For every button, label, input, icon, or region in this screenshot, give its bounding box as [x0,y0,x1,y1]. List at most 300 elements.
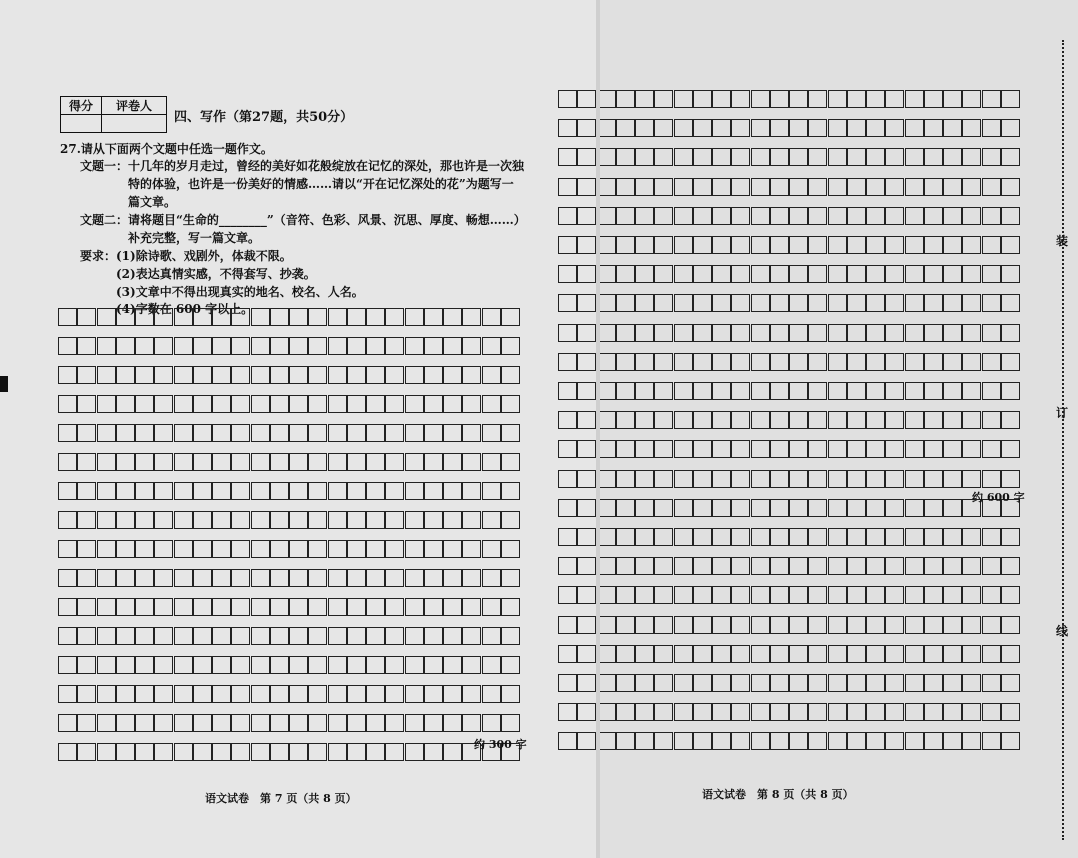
writing-cell[interactable] [251,627,270,645]
writing-cell[interactable] [943,586,962,604]
writing-cell[interactable] [866,616,885,634]
writing-cell[interactable] [558,586,577,604]
writing-cell[interactable] [828,382,847,400]
writing-cell[interactable] [789,470,808,488]
writing-cell[interactable] [693,732,712,750]
writing-cell[interactable] [231,453,250,471]
writing-cell[interactable] [558,148,577,166]
writing-cell[interactable] [58,424,77,442]
writing-cell[interactable] [424,685,443,703]
writing-cell[interactable] [97,598,116,616]
writing-cell[interactable] [328,337,347,355]
writing-cell[interactable] [828,645,847,663]
writing-cell[interactable] [751,178,770,196]
writing-cell[interactable] [751,382,770,400]
writing-cell[interactable] [654,732,673,750]
writing-cell[interactable] [654,557,673,575]
writing-cell[interactable] [58,569,77,587]
writing-cell[interactable] [693,178,712,196]
writing-cell[interactable] [712,528,731,546]
writing-cell[interactable] [828,586,847,604]
writing-cell[interactable] [731,178,750,196]
writing-cell[interactable] [58,685,77,703]
writing-cell[interactable] [712,616,731,634]
writing-cell[interactable] [558,470,577,488]
writing-cell[interactable] [135,656,154,674]
writing-cell[interactable] [482,540,501,558]
writing-cell[interactable] [751,470,770,488]
writing-cell[interactable] [270,424,289,442]
writing-cell[interactable] [770,178,789,196]
writing-cell[interactable] [712,90,731,108]
writing-cell[interactable] [251,598,270,616]
writing-cell[interactable] [866,674,885,692]
writing-cell[interactable] [808,732,827,750]
writing-cell[interactable] [962,732,981,750]
writing-cell[interactable] [635,178,654,196]
writing-cell[interactable] [193,656,212,674]
writing-cell[interactable] [501,424,520,442]
writing-cell[interactable] [1001,119,1020,137]
writing-cell[interactable] [154,366,173,384]
writing-cell[interactable] [135,743,154,761]
writing-cell[interactable] [770,645,789,663]
writing-cell[interactable] [212,366,231,384]
writing-cell[interactable] [885,324,904,342]
writing-cell[interactable] [674,440,693,458]
writing-cell[interactable] [174,424,193,442]
writing-cell[interactable] [654,382,673,400]
writing-cell[interactable] [885,499,904,517]
writing-cell[interactable] [308,656,327,674]
writing-cell[interactable] [789,148,808,166]
writing-cell[interactable] [193,482,212,500]
writing-cell[interactable] [924,119,943,137]
writing-cell[interactable] [482,424,501,442]
writing-cell[interactable] [577,294,596,312]
writing-cell[interactable] [347,656,366,674]
writing-cell[interactable] [443,743,462,761]
writing-cell[interactable] [77,366,96,384]
writing-cell[interactable] [482,395,501,413]
writing-cell[interactable] [808,674,827,692]
writing-cell[interactable] [77,424,96,442]
writing-cell[interactable] [577,557,596,575]
writing-cell[interactable] [577,528,596,546]
writing-cell[interactable] [885,207,904,225]
writing-cell[interactable] [135,337,154,355]
writing-cell[interactable] [616,586,635,604]
writing-cell[interactable] [193,308,212,326]
writing-cell[interactable] [674,207,693,225]
writing-cell[interactable] [751,148,770,166]
writing-cell[interactable] [905,703,924,721]
writing-cell[interactable] [577,265,596,283]
writing-cell[interactable] [962,674,981,692]
writing-cell[interactable] [116,743,135,761]
writing-cell[interactable] [712,148,731,166]
writing-cell[interactable] [982,616,1001,634]
writing-cell[interactable] [251,714,270,732]
writing-cell[interactable] [58,395,77,413]
writing-cell[interactable] [558,528,577,546]
writing-cell[interactable] [770,324,789,342]
writing-cell[interactable] [1001,90,1020,108]
writing-cell[interactable] [501,482,520,500]
writing-cell[interactable] [577,645,596,663]
writing-cell[interactable] [385,685,404,703]
writing-cell[interactable] [308,511,327,529]
writing-cell[interactable] [808,499,827,517]
writing-cell[interactable] [885,119,904,137]
writing-cell[interactable] [231,511,250,529]
writing-cell[interactable] [731,382,750,400]
writing-cell[interactable] [385,366,404,384]
writing-cell[interactable] [405,395,424,413]
writing-cell[interactable] [289,743,308,761]
writing-cell[interactable] [116,424,135,442]
writing-cell[interactable] [731,119,750,137]
writing-cell[interactable] [789,178,808,196]
writing-cell[interactable] [347,540,366,558]
writing-cell[interactable] [847,178,866,196]
writing-cell[interactable] [962,440,981,458]
writing-cell[interactable] [405,482,424,500]
writing-cell[interactable] [1001,411,1020,429]
writing-cell[interactable] [731,236,750,254]
writing-cell[interactable] [193,685,212,703]
writing-cell[interactable] [270,482,289,500]
writing-cell[interactable] [693,324,712,342]
writing-cell[interactable] [924,557,943,575]
writing-cell[interactable] [712,353,731,371]
writing-cell[interactable] [635,528,654,546]
writing-cell[interactable] [77,482,96,500]
writing-cell[interactable] [193,337,212,355]
writing-cell[interactable] [577,353,596,371]
writing-cell[interactable] [866,440,885,458]
writing-cell[interactable] [962,178,981,196]
writing-cell[interactable] [154,685,173,703]
writing-cell[interactable] [635,586,654,604]
writing-cell[interactable] [654,294,673,312]
writing-cell[interactable] [635,353,654,371]
writing-cell[interactable] [1001,732,1020,750]
writing-cell[interactable] [943,382,962,400]
writing-cell[interactable] [482,627,501,645]
writing-cell[interactable] [635,499,654,517]
writing-cell[interactable] [385,424,404,442]
writing-cell[interactable] [1001,528,1020,546]
writing-cell[interactable] [751,440,770,458]
writing-cell[interactable] [847,294,866,312]
writing-cell[interactable] [905,294,924,312]
writing-cell[interactable] [674,353,693,371]
writing-cell[interactable] [693,440,712,458]
writing-cell[interactable] [405,337,424,355]
writing-cell[interactable] [712,178,731,196]
writing-cell[interactable] [558,353,577,371]
writing-cell[interactable] [828,90,847,108]
writing-cell[interactable] [616,528,635,546]
writing-cell[interactable] [270,743,289,761]
writing-cell[interactable] [231,598,250,616]
writing-cell[interactable] [135,511,154,529]
writing-cell[interactable] [501,656,520,674]
writing-cell[interactable] [654,148,673,166]
writing-cell[interactable] [328,453,347,471]
writing-cell[interactable] [654,703,673,721]
writing-cell[interactable] [328,511,347,529]
writing-cell[interactable] [270,685,289,703]
writing-cell[interactable] [1001,178,1020,196]
writing-cell[interactable] [347,308,366,326]
writing-cell[interactable] [982,294,1001,312]
writing-cell[interactable] [385,656,404,674]
writing-cell[interactable] [174,395,193,413]
writing-cell[interactable] [231,656,250,674]
writing-cell[interactable] [289,482,308,500]
writing-cell[interactable] [135,424,154,442]
writing-cell[interactable] [251,424,270,442]
writing-cell[interactable] [828,440,847,458]
writing-cell[interactable] [674,645,693,663]
writing-cell[interactable] [482,482,501,500]
writing-cell[interactable] [770,703,789,721]
writing-cell[interactable] [558,440,577,458]
writing-cell[interactable] [289,395,308,413]
writing-cell[interactable] [924,411,943,429]
writing-cell[interactable] [847,265,866,283]
writing-cell[interactable] [424,656,443,674]
writing-cell[interactable] [251,743,270,761]
writing-cell[interactable] [558,645,577,663]
writing-cell[interactable] [905,236,924,254]
writing-cell[interactable] [328,366,347,384]
writing-cell[interactable] [962,90,981,108]
writing-cell[interactable] [770,207,789,225]
writing-cell[interactable] [616,440,635,458]
writing-cell[interactable] [866,645,885,663]
writing-cell[interactable] [847,645,866,663]
writing-cell[interactable] [943,645,962,663]
writing-cell[interactable] [616,703,635,721]
writing-cell[interactable] [635,148,654,166]
writing-cell[interactable] [847,557,866,575]
writing-cell[interactable] [693,703,712,721]
writing-cell[interactable] [347,714,366,732]
writing-cell[interactable] [270,656,289,674]
writing-cell[interactable] [635,645,654,663]
writing-cell[interactable] [674,119,693,137]
writing-cell[interactable] [116,627,135,645]
writing-cell[interactable] [770,382,789,400]
writing-cell[interactable] [885,703,904,721]
writing-cell[interactable] [77,453,96,471]
writing-cell[interactable] [654,645,673,663]
writing-cell[interactable] [558,674,577,692]
writing-cell[interactable] [731,703,750,721]
writing-cell[interactable] [366,308,385,326]
writing-cell[interactable] [654,616,673,634]
writing-cell[interactable] [385,395,404,413]
writing-cell[interactable] [482,569,501,587]
writing-cell[interactable] [789,674,808,692]
writing-cell[interactable] [847,674,866,692]
writing-cell[interactable] [789,294,808,312]
writing-cell[interactable] [58,540,77,558]
writing-cell[interactable] [693,353,712,371]
writing-cell[interactable] [885,411,904,429]
writing-cell[interactable] [385,569,404,587]
writing-cell[interactable] [135,569,154,587]
writing-cell[interactable] [1001,645,1020,663]
writing-cell[interactable] [97,540,116,558]
writing-cell[interactable] [847,528,866,546]
writing-cell[interactable] [674,674,693,692]
writing-cell[interactable] [693,674,712,692]
writing-cell[interactable] [770,236,789,254]
writing-cell[interactable] [366,511,385,529]
writing-cell[interactable] [866,294,885,312]
writing-cell[interactable] [424,366,443,384]
writing-cell[interactable] [693,557,712,575]
writing-cell[interactable] [558,178,577,196]
writing-cell[interactable] [905,586,924,604]
writing-cell[interactable] [270,627,289,645]
writing-cell[interactable] [693,265,712,283]
writing-cell[interactable] [905,119,924,137]
writing-cell[interactable] [308,685,327,703]
writing-cell[interactable] [905,674,924,692]
writing-cell[interactable] [847,586,866,604]
writing-cell[interactable] [808,90,827,108]
writing-cell[interactable] [231,424,250,442]
writing-cell[interactable] [289,627,308,645]
writing-cell[interactable] [654,528,673,546]
writing-cell[interactable] [174,482,193,500]
writing-cell[interactable] [97,395,116,413]
writing-cell[interactable] [828,353,847,371]
writing-cell[interactable] [712,703,731,721]
writing-cell[interactable] [251,685,270,703]
writing-cell[interactable] [924,294,943,312]
writing-cell[interactable] [654,499,673,517]
writing-cell[interactable] [77,337,96,355]
writing-cell[interactable] [289,337,308,355]
writing-cell[interactable] [924,265,943,283]
writing-cell[interactable] [174,685,193,703]
writing-cell[interactable] [116,511,135,529]
writing-cell[interactable] [789,440,808,458]
writing-cell[interactable] [443,395,462,413]
writing-cell[interactable] [462,598,481,616]
writing-cell[interactable] [905,557,924,575]
writing-cell[interactable] [616,499,635,517]
writing-cell[interactable] [866,236,885,254]
writing-cell[interactable] [712,557,731,575]
writing-cell[interactable] [943,528,962,546]
writing-cell[interactable] [193,540,212,558]
writing-cell[interactable] [924,236,943,254]
writing-cell[interactable] [674,528,693,546]
writing-cell[interactable] [443,511,462,529]
writing-cell[interactable] [385,540,404,558]
writing-cell[interactable] [962,265,981,283]
writing-cell[interactable] [943,557,962,575]
writing-cell[interactable] [674,411,693,429]
writing-cell[interactable] [174,511,193,529]
writing-cell[interactable] [347,511,366,529]
writing-cell[interactable] [982,645,1001,663]
writing-cell[interactable] [905,528,924,546]
writing-cell[interactable] [385,453,404,471]
writing-cell[interactable] [212,714,231,732]
writing-cell[interactable] [616,178,635,196]
writing-cell[interactable] [674,586,693,604]
writing-cell[interactable] [654,178,673,196]
writing-cell[interactable] [385,627,404,645]
writing-cell[interactable] [97,366,116,384]
writing-cell[interactable] [866,382,885,400]
writing-cell[interactable] [462,424,481,442]
writing-cell[interactable] [289,569,308,587]
writing-cell[interactable] [154,511,173,529]
writing-cell[interactable] [366,685,385,703]
writing-cell[interactable] [712,382,731,400]
writing-cell[interactable] [808,586,827,604]
writing-cell[interactable] [231,569,250,587]
writing-cell[interactable] [251,540,270,558]
writing-cell[interactable] [905,616,924,634]
writing-cell[interactable] [943,178,962,196]
writing-cell[interactable] [943,499,962,517]
writing-cell[interactable] [77,308,96,326]
writing-cell[interactable] [924,148,943,166]
writing-cell[interactable] [347,569,366,587]
writing-cell[interactable] [693,382,712,400]
writing-cell[interactable] [828,148,847,166]
writing-cell[interactable] [731,586,750,604]
writing-cell[interactable] [731,470,750,488]
writing-cell[interactable] [693,645,712,663]
writing-cell[interactable] [924,470,943,488]
writing-cell[interactable] [97,627,116,645]
writing-cell[interactable] [193,366,212,384]
writing-cell[interactable] [289,366,308,384]
writing-cell[interactable] [962,616,981,634]
writing-cell[interactable] [231,337,250,355]
writing-cell[interactable] [924,732,943,750]
writing-cell[interactable] [693,294,712,312]
writing-cell[interactable] [135,598,154,616]
writing-cell[interactable] [212,627,231,645]
writing-cell[interactable] [770,528,789,546]
writing-cell[interactable] [866,324,885,342]
writing-cell[interactable] [97,511,116,529]
writing-cell[interactable] [751,557,770,575]
writing-cell[interactable] [789,353,808,371]
writing-cell[interactable] [770,148,789,166]
writing-cell[interactable] [674,499,693,517]
writing-cell[interactable] [924,674,943,692]
writing-cell[interactable] [289,598,308,616]
writing-cell[interactable] [174,627,193,645]
writing-cell[interactable] [366,540,385,558]
writing-cell[interactable] [962,207,981,225]
writing-cell[interactable] [97,714,116,732]
writing-cell[interactable] [789,207,808,225]
